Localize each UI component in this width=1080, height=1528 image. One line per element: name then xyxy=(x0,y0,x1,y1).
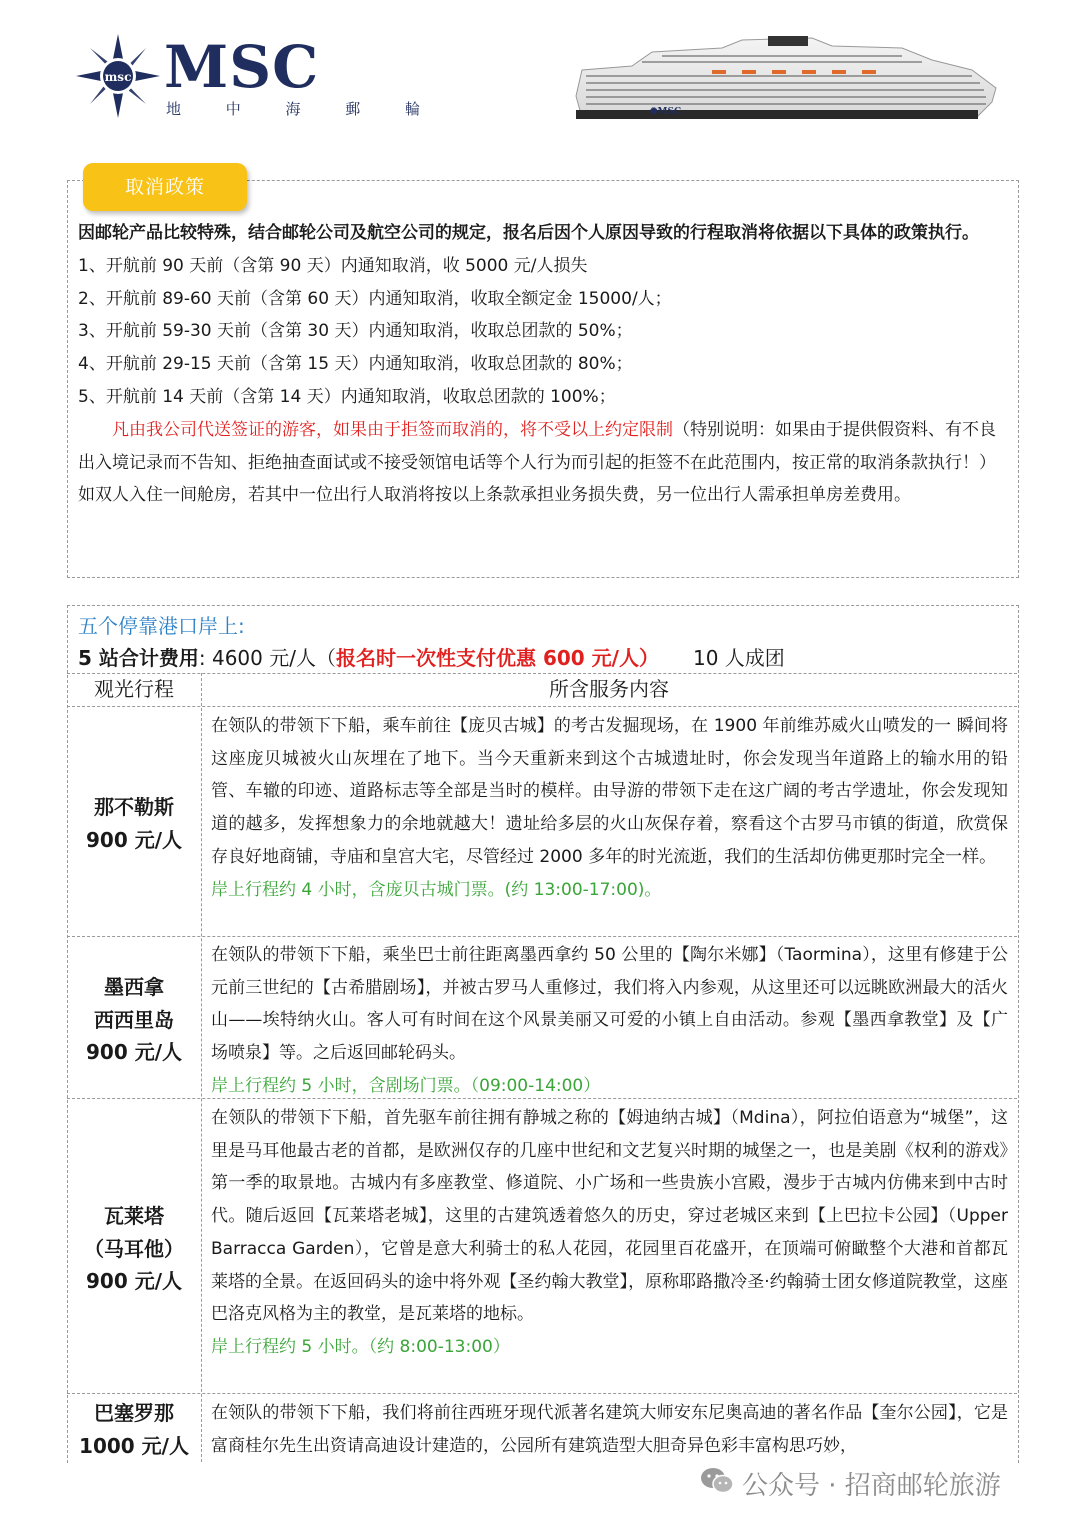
port-name: 墨西拿 西西里岛 900 元/人 xyxy=(85,975,182,1064)
brand-subtitle: 地 中 海 郵 輪 xyxy=(166,100,441,118)
policy-note-rest: （特别说明：如果由于提供假资料、有不良出入境记录而不告知、拒绝抽查面试或不接受领馆电话等个人行为而引起的拒签不在此范围内，按正常的取消条款执行！）如双人入住一间舱房，若其中一位出行人取消将按以上条款承担业务损失费，另一位出行人需承担单房差费用。 xyxy=(78,419,996,506)
compass-rose-icon xyxy=(76,34,160,118)
table-row xyxy=(67,1098,1017,1393)
ports-title: 五个停靠港口岸上: xyxy=(78,614,245,638)
port-name: 瓦莱塔 （马耳他） 900 元/人 xyxy=(84,1204,184,1293)
port-name: 那不勒斯 900 元/人 xyxy=(85,795,182,852)
policy-item: 4、开航前 29-15 天前（含第 15 天）内通知取消，收取总团款的 80%； xyxy=(78,354,633,375)
port-description xyxy=(211,939,1008,1103)
port-desc-text: 在领队的带领下下船，我们将前往西班牙现代派著名建筑大师安东尼奥高迪的著名作品【奎尔公园】，它是富商桂尔先生出资请高迪设计建造的，公园所有建筑造型大胆奇异色彩丰富构思巧妙， xyxy=(211,1403,1008,1456)
brand-name: MSC xyxy=(164,33,320,101)
policy-intro: 因邮轮产品比较特殊，结合邮轮公司及航空公司的规定，报名后因个人原因导致的行程取消将依据以下具体的政策执行。 xyxy=(78,223,979,243)
wechat-watermark xyxy=(700,1466,1001,1506)
cruise-ship-image xyxy=(572,30,1000,124)
msc-logo xyxy=(76,30,441,126)
col-header-tour: 观光行程 xyxy=(94,677,174,701)
table-row xyxy=(67,706,1017,936)
policy-note xyxy=(78,414,1012,512)
policy-item: 1、开航前 90 天前（含第 90 天）内通知取消，收 5000 元/人损失 xyxy=(78,255,588,276)
policy-note-red: 凡由我公司代送签证的游客，如果由于拒签而取消的，将不受以上约定限制 xyxy=(112,419,673,440)
policy-item: 2、开航前 89-60 天前（含第 60 天）内通知取消，收取全额定金 15000/人； xyxy=(78,288,672,309)
port-description xyxy=(211,710,1008,906)
fee-value: : 4600 元/人（ xyxy=(198,646,336,670)
port-description xyxy=(211,1397,1008,1462)
cancellation-policy xyxy=(78,217,1012,512)
wechat-icon xyxy=(700,1467,734,1507)
port-duration-note: 岸上行程约 5 小时，含剧场门票。（09:00-14:00） xyxy=(211,1075,601,1096)
fee-label: 5 站合计费用 xyxy=(78,646,199,670)
port-desc-text: 在领队的带领下下船，乘车前往【庞贝古城】的考古发掘现场，在 1900 年前维苏威火山喷发的一 瞬间将这座庞贝城被火山灰埋在了地下。当今天重新来到这个古城遗址时，你会发现当年道路上的输水用的铅管、车辙的印迹、道路标志等全部是当时的模样。由导游的带领下走在这广阔的考古学遗址，你会发现知道的越多，发挥想象力的余地就越大！遗址给多层的火山灰保存着，察看这个古罗马市镇的街道，欣赏保存良好地商铺，寺庙和皇宫大宅，尽管经过 2000 多年的时光流逝，我们的生活却仿佛更那时完全一样。 xyxy=(211,716,1008,867)
col-header-service: 所含服务内容 xyxy=(549,677,669,701)
watermark-text: 公众号 · 招商邮轮旅游 xyxy=(742,1471,1001,1501)
group-size: 10 人成团 xyxy=(692,646,785,670)
port-name: 巴塞罗那 1000 元/人 xyxy=(79,1401,189,1458)
port-description xyxy=(211,1102,1008,1364)
fee-line xyxy=(78,643,785,673)
cancellation-tag: 取消政策 xyxy=(83,163,247,211)
fee-discount: 报名时一次性支付优惠 600 元/人） xyxy=(335,646,659,670)
port-duration-note: 岸上行程约 5 小时。（约 8:00-13:00） xyxy=(211,1336,510,1357)
svg-text:✺MSC: ✺MSC xyxy=(650,107,682,117)
logo-badge-text: msc xyxy=(104,70,132,84)
port-desc-text: 在领队的带领下下船，首先驱车前往拥有静城之称的【姆迪纳古城】（Mdina），阿拉伯语意为“城堡”，这里是马耳他最古老的首都，是欧洲仅存的几座中世纪和文艺复兴时期的城堡之一，也是美剧《权利的游戏》第一季的取景地。古城内有多座教堂、修道院、小广场和一些贵族小宫殿，漫步于古城内仿佛来到中古时代。随后返回【瓦莱塔老城】，这里的古建筑透着悠久的历史，穿过老城区来到【上巴拉卡公园】（Upper Barracca Garden），它曾是意大利骑士的私人花园，花园里百花盛开，在顶端可俯瞰整个大港和首都瓦莱塔的全景。在返回码头的途中将外观【圣约翰大教堂】，原称耶路撒冷圣·约翰骑士团女修道院教堂，这座巴洛克风格为主的教堂，是瓦莱塔的地标。 xyxy=(211,1108,1008,1325)
table-row xyxy=(67,1393,1017,1462)
port-duration-note: 岸上行程约 4 小时，含庞贝古城门票。(约 13:00-17:00)。 xyxy=(211,879,662,900)
table-row xyxy=(67,936,1017,1098)
port-desc-text: 在领队的带领下下船，乘坐巴士前往距离墨西拿约 50 公里的【陶尔米娜】（Taormina），这里有修建于公元前三世纪的【古希腊剧场】，并被古罗马人重修过，我们将入内参观，从这里还可以远眺欧洲最大的活火山——埃特纳火山。客人可有时间在这个风景美丽又可爱的小镇上自由活动。参观【墨西拿教堂】及【广场喷泉】等。之后返回邮轮码头。 xyxy=(211,945,1008,1064)
policy-item: 3、开航前 59-30 天前（含第 30 天）内通知取消，收取总团款的 50%； xyxy=(78,321,633,342)
policy-item: 5、开航前 14 天前（含第 14 天）内通知取消，收取总团款的 100%； xyxy=(78,386,616,407)
